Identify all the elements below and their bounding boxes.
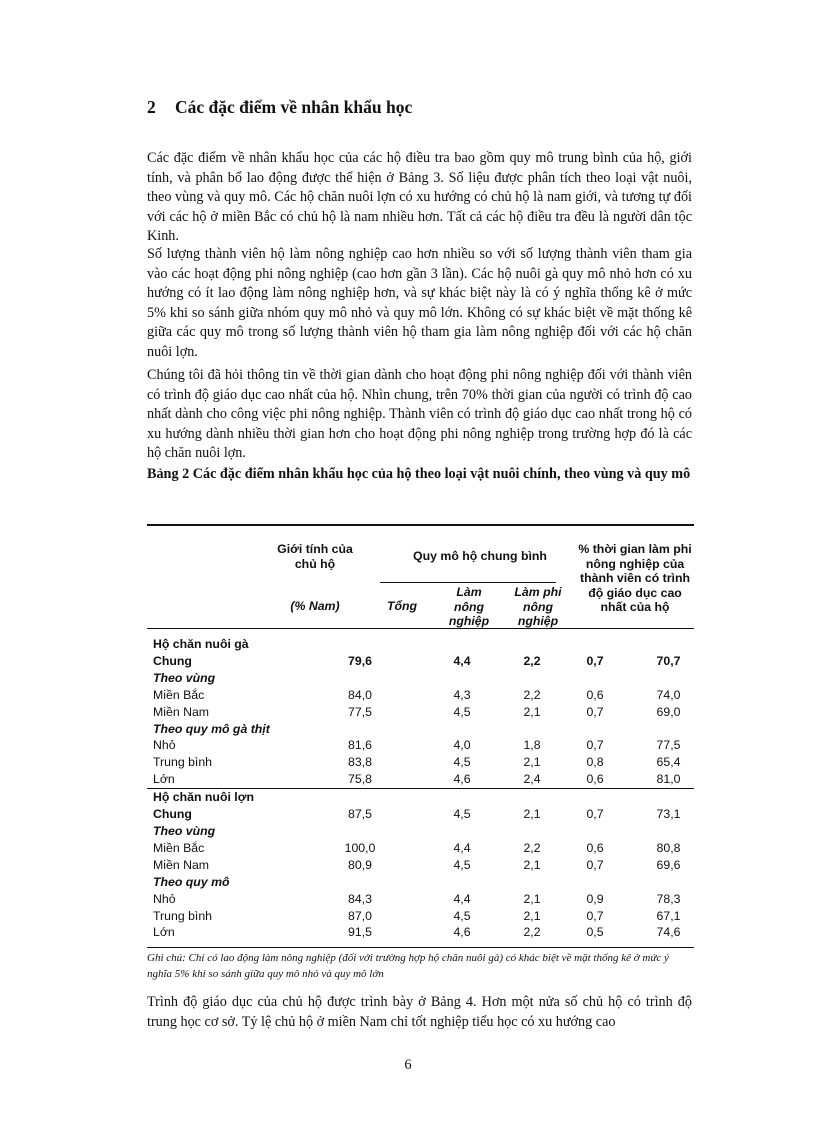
table-note: Ghi chú: Chỉ có lao động làm nông nghiệp (đối với trường hợp hộ chăn nuôi gà) có khác biệt về mặt thống kê ở mức ý nghĩa 5% khi so sánh giữa quy mô nhỏ và quy mô lớn xyxy=(147,952,669,980)
cell-nonfarm xyxy=(567,721,623,738)
cell-time: 65,4 xyxy=(656,755,681,770)
cell-time: 81,0 xyxy=(656,772,681,787)
section-heading xyxy=(147,97,412,118)
cell-nonfarm: 0,7 xyxy=(586,738,604,753)
paragraph-3: Chúng tôi đã hỏi thông tin về thời gian dành cho hoạt động phi nông nghiệp đối với thành viên có trình độ giáo dục cao nhất của hộ. Nhìn chung, trên 70% thời gian của người có trình độ cao nhất dành cho công việc phi nông nghiệp. Thành viên có trình độ giáo dục cao nhất trong hộ có xu hướng dành nhiều thời gian hơn cho hoạt động phi nông nghiệp trong trường hợp đó là các hộ chăn nuôi lợn. xyxy=(147,367,692,461)
header-bottom-rule xyxy=(147,628,694,629)
table-bottom-rule xyxy=(147,947,694,948)
cell-gender: 91,5 xyxy=(348,925,372,940)
cell-total xyxy=(427,636,491,653)
cell-time xyxy=(623,823,694,840)
cell-nonfarm xyxy=(567,636,623,653)
cell-gender xyxy=(283,721,427,738)
cell-farm: 2,2 xyxy=(523,653,541,668)
header-gender-unit: (% Nam) xyxy=(290,599,340,613)
header-size-rule xyxy=(380,582,556,583)
paragraph-4: Trình độ giáo dục của chủ hộ được trình bày ở Bảng 4. Hơn một nửa số chủ hộ có trình độ trung học cơ sở. Tỷ lệ chủ hộ ở miền Nam chỉ tốt nghiệp tiểu học có xu hướng cao xyxy=(147,994,692,1030)
cell-farm xyxy=(491,823,567,840)
row-label: Hộ chăn nuôi gà xyxy=(153,637,249,651)
row-label: Miền Bắc xyxy=(153,840,205,855)
cell-farm xyxy=(491,789,567,806)
cell-total: 4,4 xyxy=(453,891,471,906)
cell-nonfarm xyxy=(567,874,623,891)
row-label: Trung bình xyxy=(153,755,213,770)
cell-farm: 2,2 xyxy=(523,925,541,940)
header-gender: Giới tính của chủ hộ xyxy=(277,542,353,571)
cell-total: 4,4 xyxy=(453,840,471,855)
cell-farm: 2,1 xyxy=(523,908,541,923)
demographics-table xyxy=(147,636,694,941)
cell-time: 77,5 xyxy=(656,738,681,753)
cell-gender: 75,8 xyxy=(348,772,372,787)
cell-total: 4,6 xyxy=(453,772,471,787)
cell-total xyxy=(427,721,491,738)
row-label: Nhỏ xyxy=(153,738,176,753)
row-label: Theo quy mô xyxy=(153,874,230,889)
row-label: Chung xyxy=(153,807,192,822)
table-caption: Bảng 2 Các đặc điểm nhân khẩu học của hộ theo loại vật nuôi chính, theo vùng và quy mô xyxy=(147,466,691,482)
cell-gender: 77,5 xyxy=(348,704,372,719)
paragraph-2: Số lượng thành viên hộ làm nông nghiệp cao hơn nhiều so với số lượng thành viên tham gia vào các hoạt động phi nông nghiệp (cao hơn gần 3 lần). Các hộ nuôi gà quy mô nhỏ hơn có xu hướng có ít lao động làm nông nghiệp hơn, và sự khác biệt này là có ý nghĩa thống kê ở mức 5% khi so sánh giữa nhóm quy mô nhỏ và quy mô lớn. Không có sự khác biệt về mặt thống kê giữa các quy mô trong số lượng thành viên hộ tham gia làm nông nghiệp đối với các hộ chăn nuôi lợn. xyxy=(147,246,692,360)
section-number: 2 xyxy=(147,97,156,117)
cell-farm: 2,4 xyxy=(523,772,541,787)
cell-total: 4,4 xyxy=(453,653,471,668)
cell-total: 4,5 xyxy=(453,755,471,770)
table-row xyxy=(147,857,694,874)
cell-gender xyxy=(283,823,427,840)
cell-farm: 2,1 xyxy=(523,704,541,719)
table-row xyxy=(147,874,694,891)
cell-gender: 79,6 xyxy=(348,653,372,668)
cell-nonfarm: 0,7 xyxy=(586,908,604,923)
cell-total: 4,0 xyxy=(453,738,471,753)
table-row xyxy=(147,840,694,857)
cell-gender: 87,0 xyxy=(348,908,372,923)
cell-farm: 2,2 xyxy=(523,840,541,855)
table-row xyxy=(147,771,694,788)
cell-nonfarm: 0,6 xyxy=(586,772,604,787)
header-farm: Làm nông nghiệp xyxy=(448,585,490,628)
cell-farm xyxy=(491,874,567,891)
cell-time xyxy=(623,789,694,806)
cell-gender: 100,0 xyxy=(344,840,376,855)
cell-total: 4,5 xyxy=(453,704,471,719)
cell-time xyxy=(623,874,694,891)
cell-farm: 2,2 xyxy=(523,687,541,702)
row-label: Miền Bắc xyxy=(153,687,205,702)
table-row xyxy=(147,754,694,771)
cell-total: 4,6 xyxy=(453,925,471,940)
cell-total xyxy=(427,789,491,806)
row-label: Hộ chăn nuôi lợn xyxy=(147,789,283,806)
table-row xyxy=(147,721,694,738)
header-nonfarm: Làm phi nông nghiệp xyxy=(514,585,562,628)
cell-time: 69,6 xyxy=(656,857,681,872)
section-title: Các đặc điểm về nhân khẩu học xyxy=(175,97,413,117)
table-row xyxy=(147,737,694,754)
cell-total xyxy=(427,670,491,687)
table-row xyxy=(147,823,694,840)
table-row xyxy=(147,687,694,704)
cell-nonfarm: 0,6 xyxy=(586,687,604,702)
cell-gender xyxy=(283,636,427,653)
cell-farm: 2,1 xyxy=(523,807,541,822)
table-row xyxy=(147,908,694,925)
cell-time: 74,6 xyxy=(656,925,681,940)
cell-gender: 80,9 xyxy=(348,857,372,872)
cell-time xyxy=(623,721,694,738)
cell-gender: 83,8 xyxy=(348,755,372,770)
cell-farm: 2,1 xyxy=(523,891,541,906)
cell-time: 67,1 xyxy=(656,908,681,923)
cell-farm xyxy=(491,636,567,653)
row-label: Theo vùng xyxy=(153,670,216,685)
cell-farm xyxy=(491,670,567,687)
cell-gender: 87,5 xyxy=(348,807,372,822)
table-row xyxy=(147,891,694,908)
cell-farm: 1,8 xyxy=(523,738,541,753)
cell-total: 4,5 xyxy=(453,807,471,822)
cell-nonfarm: 0,7 xyxy=(586,704,604,719)
header-time: % thời gian làm phi nông nghiệp của thành viên có trình độ giáo dục cao nhất của hộ xyxy=(578,542,692,614)
cell-time: 73,1 xyxy=(656,807,681,822)
table-row xyxy=(147,670,694,687)
cell-nonfarm: 0,6 xyxy=(586,840,604,855)
cell-time: 70,7 xyxy=(656,653,681,668)
cell-gender xyxy=(283,789,427,806)
table-row xyxy=(147,704,694,721)
cell-nonfarm: 0,5 xyxy=(586,925,604,940)
cell-nonfarm: 0,8 xyxy=(586,755,604,770)
cell-farm: 2,1 xyxy=(523,755,541,770)
row-label: Lớn xyxy=(153,772,175,787)
cell-time: 69,0 xyxy=(656,704,681,719)
cell-nonfarm: 0,9 xyxy=(586,891,604,906)
row-label: Chung xyxy=(153,653,192,668)
cell-time: 78,3 xyxy=(656,891,681,906)
cell-gender: 81,6 xyxy=(348,738,372,753)
cell-time: 80,8 xyxy=(656,840,681,855)
header-size-group: Quy mô hộ chung bình xyxy=(413,549,547,563)
cell-gender: 84,3 xyxy=(348,891,372,906)
table-row xyxy=(147,924,694,941)
cell-gender xyxy=(283,670,427,687)
row-label: Miền Nam xyxy=(153,857,210,872)
cell-time xyxy=(623,636,694,653)
page-number: 6 xyxy=(404,1057,412,1073)
cell-total xyxy=(427,823,491,840)
cell-gender: 84,0 xyxy=(348,687,372,702)
cell-nonfarm xyxy=(567,670,623,687)
table-row xyxy=(147,806,694,823)
table-row xyxy=(147,653,694,670)
row-label: Miền Nam xyxy=(153,704,210,719)
cell-farm: 2,1 xyxy=(523,857,541,872)
cell-total: 4,5 xyxy=(453,908,471,923)
row-label: Theo quy mô gà thịt xyxy=(153,721,270,736)
cell-nonfarm: 0,7 xyxy=(586,653,604,668)
header-total: Tổng xyxy=(386,599,418,613)
row-label: Theo vùng xyxy=(153,823,216,838)
cell-nonfarm xyxy=(567,789,623,806)
cell-total: 4,5 xyxy=(453,857,471,872)
row-label: Nhỏ xyxy=(153,891,176,906)
paragraph-1: Các đặc điểm về nhân khẩu học của các hộ điều tra bao gồm quy mô trung bình của hộ, giới tính, và phân bổ lao động được thể hiện ở Bảng 3. Số liệu được phân tích theo loại vật nuôi, theo vùng và quy mô. Các hộ chăn nuôi lợn có xu hướng có chủ hộ là nam giới, và tương tự đối với các hộ ở miền Bắc có chủ hộ là nam nhiều hơn. Tất cả các hộ điều tra đều là người dân tộc Kinh. xyxy=(147,150,692,244)
row-label: Lớn xyxy=(153,925,175,940)
cell-nonfarm xyxy=(567,823,623,840)
table-body xyxy=(147,636,694,941)
cell-total: 4,3 xyxy=(453,687,471,702)
cell-gender xyxy=(283,874,427,891)
cell-total xyxy=(427,874,491,891)
cell-time: 74,0 xyxy=(656,687,681,702)
table-top-rule xyxy=(147,524,694,526)
cell-time xyxy=(623,670,694,687)
cell-farm xyxy=(491,721,567,738)
table-row xyxy=(147,789,694,806)
table-row xyxy=(147,636,694,653)
cell-nonfarm: 0,7 xyxy=(586,857,604,872)
row-label: Trung bình xyxy=(153,908,213,923)
cell-nonfarm: 0,7 xyxy=(586,807,604,822)
